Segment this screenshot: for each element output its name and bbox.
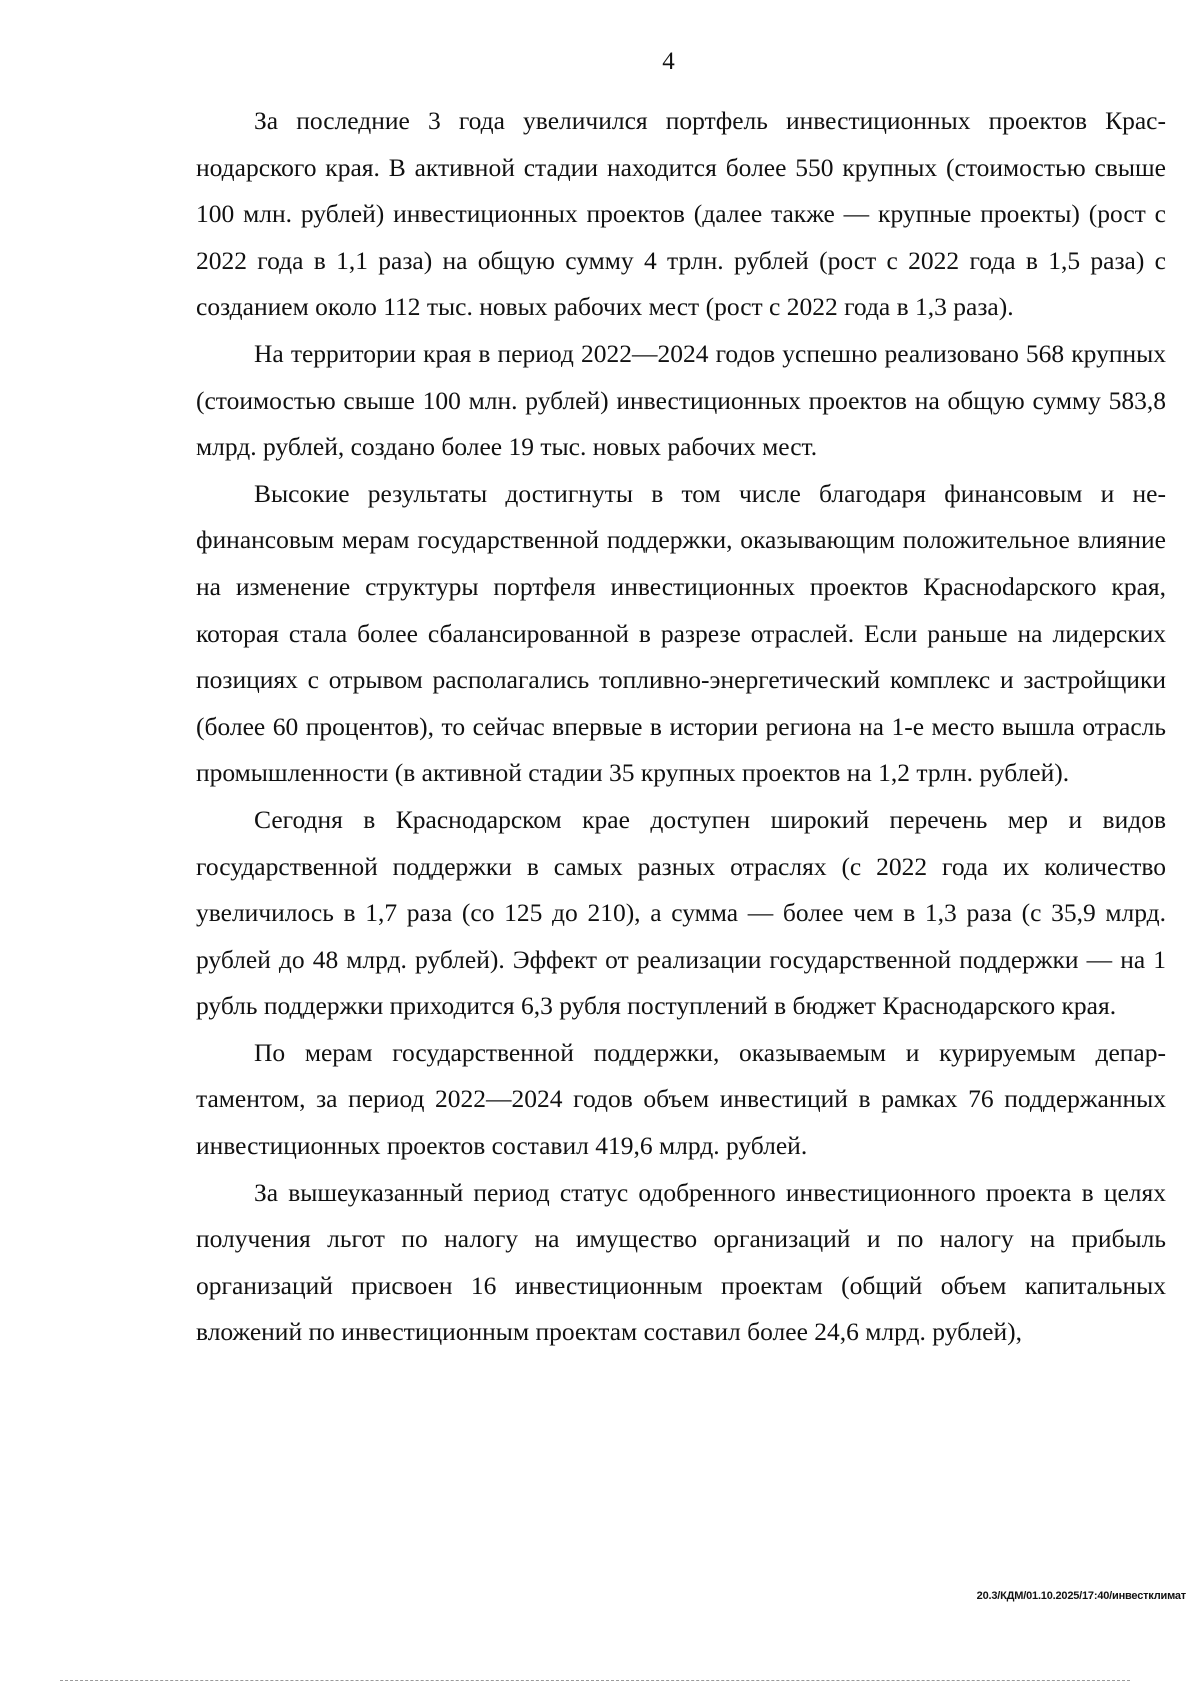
paragraph-3: Высокие результаты достигнуты в том числе благодаря финансовым и нефинансовым мерам государственной поддержки, оказывающим положительное влияние на изменение структуры портфеля инвестиционных проектов Красноdарского края, которая стала более сбалансированной в разрезе отраслей. Если раньше на лидерских позициях с отрывом располагались топливно-энергетический комплекс и застройщики (более 60 процентов), то сейчас впервые в истории региона на 1-е место вышла отрасль промышленности (в активной стадии 35 крупных проектов на 1,2 трлн. рублей). xyxy=(196,478,1166,788)
scan-edge-line xyxy=(60,1680,1130,1681)
document-body xyxy=(196,98,1166,1356)
document-registration-code: 20.3/КДМ/01.10.2025/17:40/инвестклимат xyxy=(976,1590,1186,1602)
paragraph-2: На территории края в период 2022—2024 годов успешно реализовано 568 крупных (стоимостью свыше 100 млн. рублей) инвестиционных проектов на общую сумму 583,8 млрд. рублей, создано более 19 тыс. новых рабочих мест. xyxy=(196,338,1166,462)
paragraph-6: За вышеуказанный период статус одобренного инвестиционного проекта в целях получения льгот по налогу на имущество организаций и по налогу на прибыль организаций присвоен 16 инвестиционным проектам (общий объем капитальных вложений по инвестиционным проектам составил более 24,6 млрд. рублей), xyxy=(196,1177,1166,1347)
paragraph-4: Сегодня в Краснодарском крае доступен широкий перечень мер и видов государственной поддержки в самых разных отраслях (с 2022 года их количество увеличилось в 1,7 раза (со 125 до 210), а сумма — более чем в 1,3 раза (с 35,9 млрд. рублей до 48 млрд. рублей). Эффект от реализации государственной поддержки — на 1 рубль поддержки приходится 6,3 рубля поступлений в бюджет Краснодарского края. xyxy=(196,804,1166,1021)
page-number: 4 xyxy=(662,48,675,75)
paragraph-1: За последние 3 года увеличился портфель инвестиционных проектов Краснодарского края. В активной стадии находится более 550 крупных (стоимостью свыше 100 млн. рублей) инвестиционных проектов (далее также — крупные проекты) (рост с 2022 года в 1,1 раза) на общую сумму 4 трлн. рублей (рост с 2022 года в 1,5 раза) с созданием около 112 тыс. новых рабочих мест (рост с 2022 года в 1,3 раза). xyxy=(196,106,1166,322)
paragraph-5: По мерам государственной поддержки, оказываемым и курируемым департаментом, за период 2022—2024 годов объем инвестиций в рамках 76 поддержанных инвестиционных проектов составил 419,6 млрд. рублей. xyxy=(196,1037,1166,1161)
